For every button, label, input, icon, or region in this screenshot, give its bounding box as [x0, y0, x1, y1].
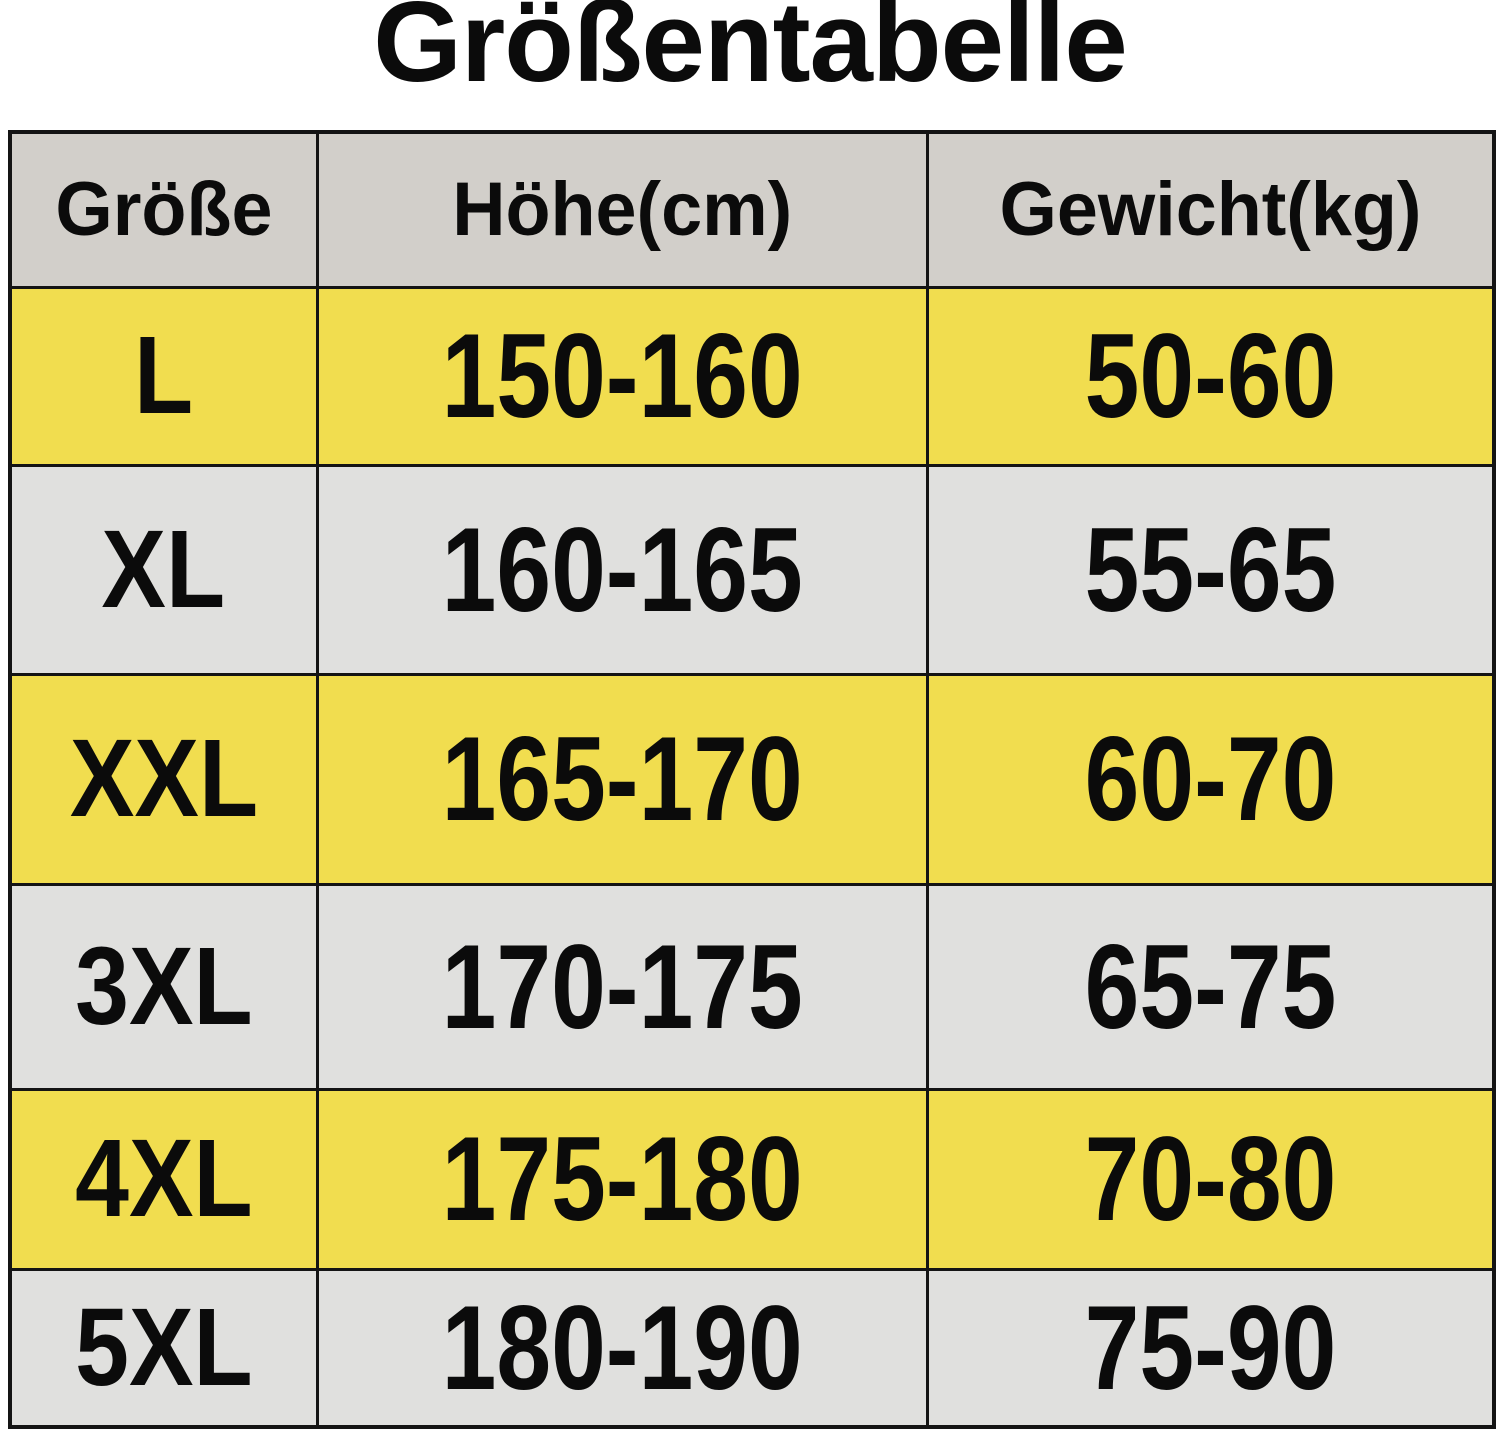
weight-value: 60-70	[1084, 712, 1337, 846]
header-label-size: Größe	[55, 166, 273, 252]
table-row-xl	[10, 465, 1494, 674]
cell-height-xl	[317, 465, 927, 674]
cell-weight-xxl	[927, 674, 1494, 884]
height-value: 170-175	[441, 919, 803, 1054]
cell-weight-3xl	[927, 884, 1494, 1089]
height-value: 160-165	[441, 502, 803, 637]
weight-value: 55-65	[1084, 502, 1337, 637]
cell-size-xl	[10, 465, 317, 674]
table-row-3xl	[10, 884, 1494, 1089]
cell-height-5xl	[317, 1269, 927, 1427]
cell-height-4xl	[317, 1089, 927, 1269]
header-cell-size	[10, 132, 317, 287]
size-label: XL	[101, 507, 226, 631]
cell-size-3xl	[10, 884, 317, 1089]
weight-value: 75-90	[1084, 1280, 1337, 1415]
size-label: 5XL	[74, 1285, 253, 1409]
table-row-5xl	[10, 1269, 1494, 1427]
height-value: 180-190	[441, 1280, 803, 1415]
cell-height-xxl	[317, 674, 927, 884]
cell-size-xxl	[10, 674, 317, 884]
cell-weight-5xl	[927, 1269, 1494, 1427]
cell-size-5xl	[10, 1269, 317, 1427]
cell-weight-xl	[927, 465, 1494, 674]
height-value: 165-170	[441, 712, 803, 846]
cell-height-l	[317, 287, 927, 465]
cell-weight-4xl	[927, 1089, 1494, 1269]
size-label: L	[134, 314, 194, 437]
table-header-row	[10, 132, 1494, 287]
page-title: Größentabelle	[373, 0, 1127, 106]
table-row-l	[10, 287, 1494, 465]
height-value: 175-180	[441, 1112, 803, 1246]
cell-weight-l	[927, 287, 1494, 465]
header-label-height: Höhe(cm)	[452, 166, 792, 252]
size-label: 4XL	[74, 1117, 253, 1240]
weight-value: 50-60	[1084, 309, 1337, 443]
header-label-weight: Gewicht(kg)	[999, 166, 1422, 252]
height-value: 150-160	[441, 309, 803, 443]
weight-value: 65-75	[1084, 919, 1337, 1054]
size-label: XXL	[69, 717, 258, 840]
size-chart-table	[8, 130, 1496, 1429]
header-cell-height	[317, 132, 927, 287]
table-row-xxl	[10, 674, 1494, 884]
weight-value: 70-80	[1084, 1112, 1337, 1246]
cell-size-4xl	[10, 1089, 317, 1269]
header-cell-weight	[927, 132, 1494, 287]
table-row-4xl	[10, 1089, 1494, 1269]
cell-size-l	[10, 287, 317, 465]
cell-height-3xl	[317, 884, 927, 1089]
size-label: 3XL	[74, 924, 253, 1048]
